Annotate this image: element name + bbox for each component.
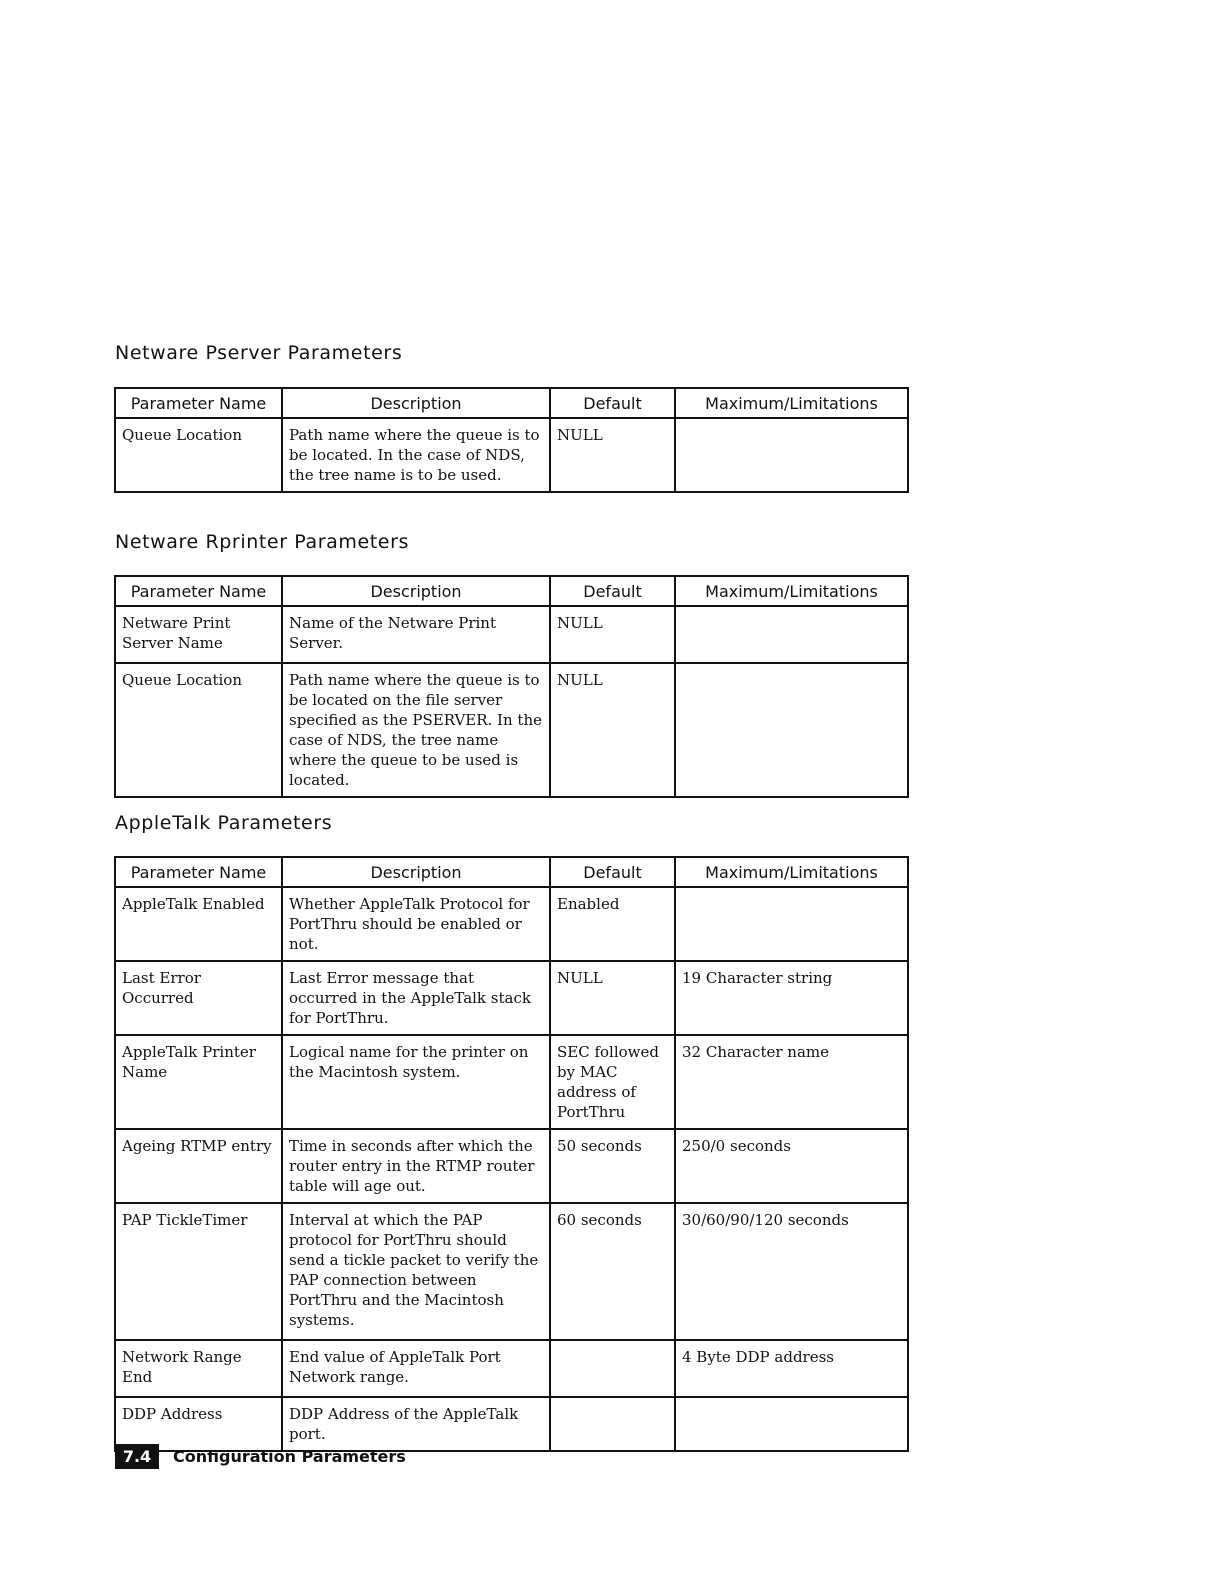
cell-max: 250/0 seconds	[675, 1129, 908, 1203]
cell-default	[550, 1340, 675, 1397]
table-row	[115, 961, 908, 1035]
column-header-description: Description	[282, 857, 550, 887]
cell-default: SEC followed by MAC address of PortThru	[550, 1035, 675, 1129]
cell-name: AppleTalk Enabled	[115, 887, 282, 961]
cell-name: Queue Location	[115, 418, 282, 492]
section-title-appletalk: AppleTalk Parameters	[115, 812, 333, 834]
table-row	[115, 887, 908, 961]
cell-name: Queue Location	[115, 663, 282, 797]
cell-default: NULL	[550, 418, 675, 492]
appletalk-parameters-table	[114, 856, 909, 1452]
cell-max	[675, 663, 908, 797]
column-header-name: Parameter Name	[115, 576, 282, 606]
cell-name: Last Error Occurred	[115, 961, 282, 1035]
cell-name: PAP TickleTimer	[115, 1203, 282, 1340]
table-row	[115, 1397, 908, 1451]
cell-max	[675, 606, 908, 663]
section-title-rprinter: Netware Rprinter Parameters	[115, 531, 409, 553]
cell-description: Interval at which the PAP protocol for PortThru should send a tickle packet to verify the PAP connection between PortThru and the Macintosh systems.	[282, 1203, 550, 1340]
table-row	[115, 606, 908, 663]
table-header-row	[115, 857, 908, 887]
footer-chapter-title: Configuration Parameters	[173, 1447, 406, 1466]
cell-name: AppleTalk Printer Name	[115, 1035, 282, 1129]
cell-max: 32 Character name	[675, 1035, 908, 1129]
table-row	[115, 1129, 908, 1203]
cell-max: 30/60/90/120 seconds	[675, 1203, 908, 1340]
pserver-parameters-table	[114, 387, 909, 493]
cell-name: Netware Print Server Name	[115, 606, 282, 663]
column-header-max: Maximum/Limitations	[675, 576, 908, 606]
cell-max	[675, 887, 908, 961]
table-row	[115, 1035, 908, 1129]
cell-default	[550, 1397, 675, 1451]
cell-description: Path name where the queue is to be located. In the case of NDS, the tree name is to be used.	[282, 418, 550, 492]
cell-name: Network Range End	[115, 1340, 282, 1397]
cell-default: Enabled	[550, 887, 675, 961]
cell-description: Path name where the queue is to be located on the file server specified as the PSERVER. In the case of NDS, the tree name where the queue to be used is located.	[282, 663, 550, 797]
column-header-default: Default	[550, 857, 675, 887]
cell-max: 4 Byte DDP address	[675, 1340, 908, 1397]
cell-description: End value of AppleTalk Port Network range.	[282, 1340, 550, 1397]
rprinter-parameters-table	[114, 575, 909, 798]
table-row	[115, 663, 908, 797]
section-title-pserver: Netware Pserver Parameters	[115, 342, 403, 364]
table-row	[115, 1340, 908, 1397]
table-row	[115, 418, 908, 492]
column-header-description: Description	[282, 388, 550, 418]
column-header-name: Parameter Name	[115, 857, 282, 887]
column-header-default: Default	[550, 388, 675, 418]
column-header-description: Description	[282, 576, 550, 606]
column-header-name: Parameter Name	[115, 388, 282, 418]
cell-default: 50 seconds	[550, 1129, 675, 1203]
table-row	[115, 1203, 908, 1340]
cell-default: NULL	[550, 961, 675, 1035]
table-header-row	[115, 576, 908, 606]
cell-max	[675, 1397, 908, 1451]
column-header-max: Maximum/Limitations	[675, 857, 908, 887]
table-header-row	[115, 388, 908, 418]
cell-description: Time in seconds after which the router entry in the RTMP router table will age out.	[282, 1129, 550, 1203]
cell-max	[675, 418, 908, 492]
column-header-default: Default	[550, 576, 675, 606]
cell-description: DDP Address of the AppleTalk port.	[282, 1397, 550, 1451]
cell-name: DDP Address	[115, 1397, 282, 1451]
cell-description: Last Error message that occurred in the AppleTalk stack for PortThru.	[282, 961, 550, 1035]
column-header-max: Maximum/Limitations	[675, 388, 908, 418]
page-number-badge: 7.4	[115, 1444, 159, 1469]
cell-description: Name of the Netware Print Server.	[282, 606, 550, 663]
cell-default: 60 seconds	[550, 1203, 675, 1340]
cell-description: Whether AppleTalk Protocol for PortThru should be enabled or not.	[282, 887, 550, 961]
cell-description: Logical name for the printer on the Macintosh system.	[282, 1035, 550, 1129]
cell-name: Ageing RTMP entry	[115, 1129, 282, 1203]
cell-default: NULL	[550, 606, 675, 663]
page-footer	[115, 1444, 406, 1469]
cell-max: 19 Character string	[675, 961, 908, 1035]
cell-default: NULL	[550, 663, 675, 797]
